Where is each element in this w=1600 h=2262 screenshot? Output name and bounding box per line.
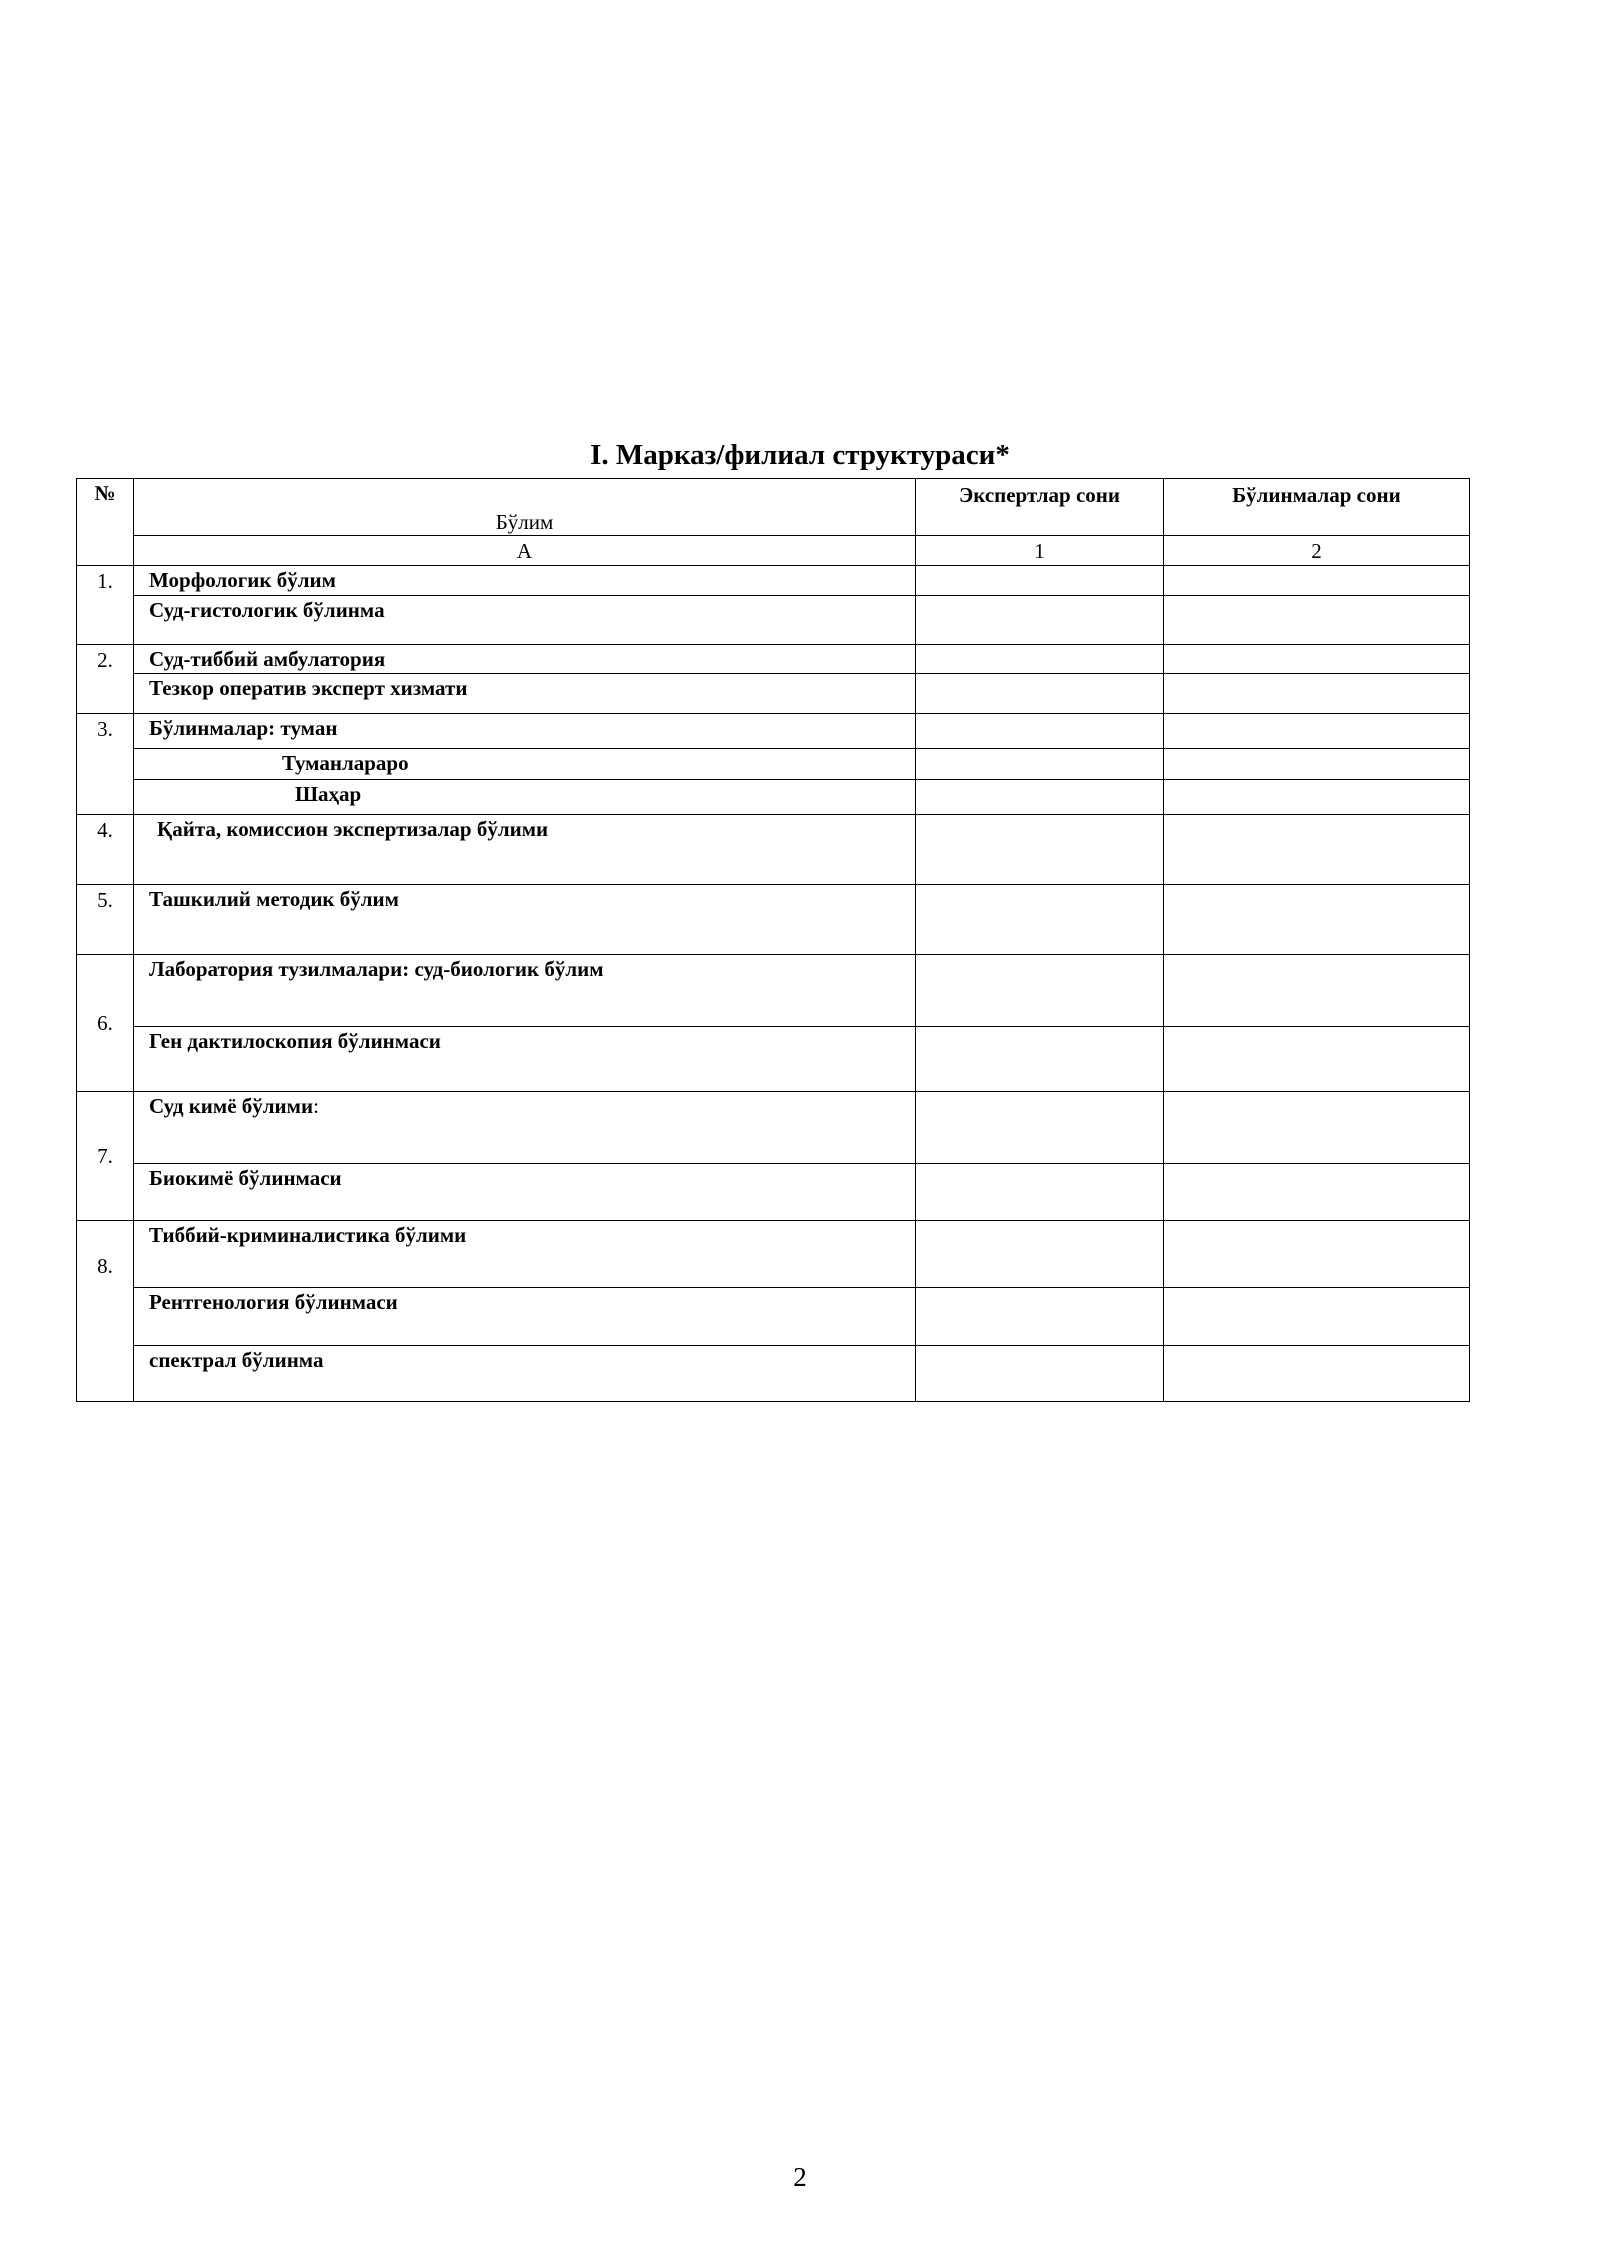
table-row bbox=[77, 815, 1470, 885]
row-label: Биокимё бўлинмаси bbox=[134, 1164, 916, 1221]
table-row bbox=[77, 1027, 1470, 1092]
experts-cell[interactable] bbox=[916, 955, 1164, 1027]
header-units: Бўлинмалар сони bbox=[1164, 479, 1470, 536]
table-row bbox=[77, 1092, 1470, 1164]
units-cell[interactable] bbox=[1164, 645, 1470, 674]
row-number: 4. bbox=[77, 815, 134, 885]
units-cell[interactable] bbox=[1164, 885, 1470, 955]
experts-cell[interactable] bbox=[916, 566, 1164, 596]
experts-cell[interactable] bbox=[916, 1092, 1164, 1164]
row-number: 6. bbox=[77, 955, 134, 1092]
row-label: Суд-тиббий амбулатория bbox=[134, 645, 916, 674]
experts-cell[interactable] bbox=[916, 780, 1164, 815]
row-label-cell bbox=[134, 1092, 916, 1164]
units-cell[interactable] bbox=[1164, 1346, 1470, 1402]
table-row bbox=[77, 1346, 1470, 1402]
experts-cell[interactable] bbox=[916, 749, 1164, 780]
row-label: Ташкилий методик бўлим bbox=[134, 885, 916, 955]
experts-cell[interactable] bbox=[916, 1288, 1164, 1346]
units-cell[interactable] bbox=[1164, 1092, 1470, 1164]
units-cell[interactable] bbox=[1164, 596, 1470, 645]
units-cell[interactable] bbox=[1164, 674, 1470, 714]
units-cell[interactable] bbox=[1164, 1164, 1470, 1221]
row-label: Морфологик бўлим bbox=[134, 566, 916, 596]
col-index-2: 2 bbox=[1164, 536, 1470, 566]
experts-cell[interactable] bbox=[916, 885, 1164, 955]
units-cell[interactable] bbox=[1164, 1221, 1470, 1288]
header-section: Бўлим bbox=[495, 510, 554, 534]
row-number: 8. bbox=[77, 1221, 134, 1402]
row-label: Тезкор оператив эксперт хизмати bbox=[134, 674, 916, 714]
row-label: Лаборатория тузилмалари: суд-биологик бўлим bbox=[134, 955, 916, 1027]
structure-table bbox=[76, 478, 1470, 1402]
row-number: 5. bbox=[77, 885, 134, 955]
row-number: 1. bbox=[77, 566, 134, 645]
row-label: Қайта, комиссион экспертизалар бўлими bbox=[134, 815, 916, 885]
row-label: Бўлинмалар: туман bbox=[134, 714, 916, 749]
units-cell[interactable] bbox=[1164, 1288, 1470, 1346]
row-label: Тиббий-криминалистика бўлими bbox=[134, 1221, 916, 1288]
row-label: Ген дактилоскопия бўлинмаси bbox=[134, 1027, 916, 1092]
row-label: спектрал бўлинма bbox=[134, 1346, 916, 1402]
experts-cell[interactable] bbox=[916, 714, 1164, 749]
table-row bbox=[77, 1288, 1470, 1346]
table-row bbox=[77, 645, 1470, 674]
col-index-1: 1 bbox=[916, 536, 1164, 566]
table-row bbox=[77, 955, 1470, 1027]
experts-cell[interactable] bbox=[916, 645, 1164, 674]
units-cell[interactable] bbox=[1164, 749, 1470, 780]
experts-cell[interactable] bbox=[916, 596, 1164, 645]
table-row bbox=[77, 714, 1470, 749]
row-label: Рентгенология бўлинмаси bbox=[134, 1288, 916, 1346]
table-row bbox=[77, 780, 1470, 815]
table-row bbox=[77, 749, 1470, 780]
header-num: № bbox=[77, 479, 134, 566]
experts-cell[interactable] bbox=[916, 1346, 1164, 1402]
page-number: 2 bbox=[793, 2162, 807, 2192]
units-cell[interactable] bbox=[1164, 815, 1470, 885]
table-row bbox=[77, 674, 1470, 714]
row-label: Шаҳар bbox=[134, 780, 916, 815]
units-cell[interactable] bbox=[1164, 714, 1470, 749]
col-index-a: А bbox=[134, 536, 916, 566]
header-section-cell bbox=[134, 479, 916, 536]
units-cell[interactable] bbox=[1164, 1027, 1470, 1092]
row-label: Суд-гистологик бўлинма bbox=[134, 596, 916, 645]
table-row bbox=[77, 596, 1470, 645]
experts-cell[interactable] bbox=[916, 1027, 1164, 1092]
units-cell[interactable] bbox=[1164, 566, 1470, 596]
table-row bbox=[77, 1221, 1470, 1288]
row-number: 7. bbox=[77, 1092, 134, 1221]
row-label-suffix: : bbox=[313, 1094, 319, 1118]
experts-cell[interactable] bbox=[916, 1221, 1164, 1288]
header-experts: Экспертлар сони bbox=[916, 479, 1164, 536]
page-title: I. Марказ/филиал структураси* bbox=[590, 439, 1010, 471]
units-cell[interactable] bbox=[1164, 780, 1470, 815]
table-row bbox=[77, 885, 1470, 955]
experts-cell[interactable] bbox=[916, 674, 1164, 714]
table-row bbox=[77, 566, 1470, 596]
row-label: Суд кимё бўлими bbox=[149, 1094, 314, 1118]
experts-cell[interactable] bbox=[916, 1164, 1164, 1221]
row-label: Туманлараро bbox=[134, 749, 916, 780]
units-cell[interactable] bbox=[1164, 955, 1470, 1027]
table-row bbox=[77, 1164, 1470, 1221]
row-number: 3. bbox=[77, 714, 134, 815]
row-number: 2. bbox=[77, 645, 134, 714]
experts-cell[interactable] bbox=[916, 815, 1164, 885]
